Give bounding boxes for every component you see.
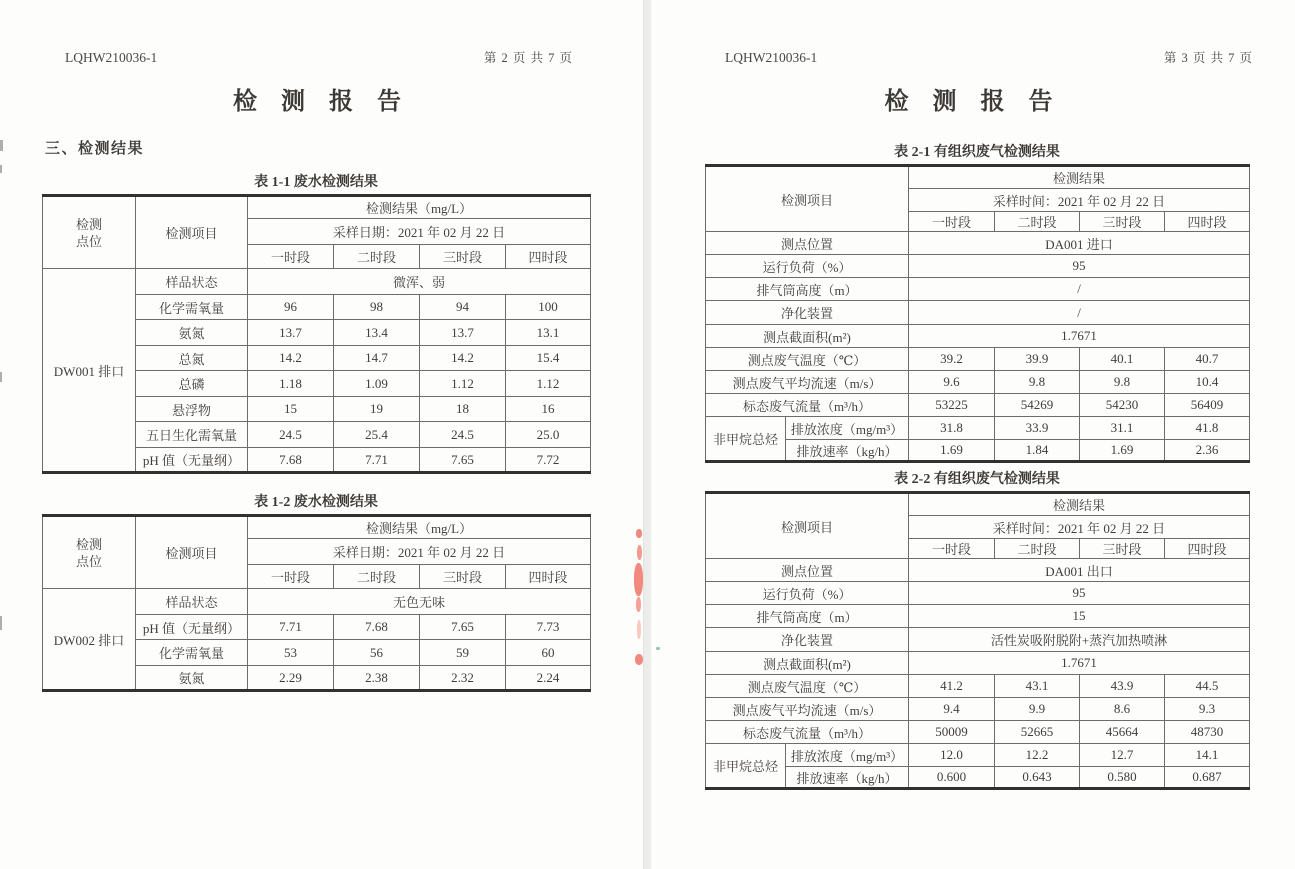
table-row (706, 559, 1250, 582)
data-cell: 100 (506, 295, 591, 320)
period-header-cell: 三时段 (1080, 539, 1165, 559)
table-row (706, 628, 1250, 652)
data-cell: 0.600 (909, 767, 995, 789)
item-cell: pH 值（无量纲） (136, 448, 248, 473)
table-1-2 (42, 514, 591, 692)
item-cell: 净化装置 (706, 628, 909, 652)
item-cell: 测点废气温度（℃） (706, 348, 909, 371)
data-cell: 0.687 (1165, 767, 1250, 789)
period-header-cell: 一时段 (909, 539, 995, 559)
table-row (706, 166, 1250, 189)
data-cell: 59 (420, 640, 506, 666)
data-cell: 10.4 (1165, 371, 1250, 394)
item-cell: 排放浓度（mg/m³） (786, 744, 909, 767)
table-row (706, 394, 1250, 417)
data-cell: DA001 出口 (909, 559, 1250, 582)
item-cell: 氨氮 (136, 320, 248, 346)
data-cell: 7.71 (248, 615, 334, 640)
red-ink-mark (635, 654, 643, 665)
data-cell: 33.9 (995, 417, 1080, 440)
data-cell: 2.38 (334, 666, 420, 691)
period-header-cell: 一时段 (248, 245, 334, 269)
data-cell: 15 (248, 397, 334, 422)
data-cell: 9.8 (995, 371, 1080, 394)
data-cell: 56409 (1165, 394, 1250, 417)
data-cell: 13.7 (420, 320, 506, 346)
item-cell: 排气筒高度（m） (706, 605, 909, 628)
data-cell: 1.12 (420, 371, 506, 397)
point-header-cell (43, 516, 136, 589)
data-cell: 8.6 (1080, 698, 1165, 721)
table-row (706, 348, 1250, 371)
table-2-1 (705, 164, 1250, 463)
data-cell: 25.0 (506, 422, 591, 448)
data-cell: 50009 (909, 721, 995, 744)
data-cell: 56 (334, 640, 420, 666)
page-number: 第 3 页 共 7 页 (1163, 51, 1253, 65)
table-row (43, 589, 591, 615)
data-cell: 2.24 (506, 666, 591, 691)
data-cell: 24.5 (420, 422, 506, 448)
data-cell: 19 (334, 397, 420, 422)
sample-date-cell: 采样日期：2021 年 02 月 22 日 (248, 539, 591, 565)
table-2-2-caption: 表 2-2 有组织废气检测结果 (894, 472, 1060, 487)
item-cell: 总氮 (136, 346, 248, 371)
point-header-line1: 检测 (75, 536, 102, 552)
data-cell: 39.9 (995, 348, 1080, 371)
table-1-2-caption: 表 1-2 废水检测结果 (254, 495, 378, 510)
data-cell: 40.7 (1165, 348, 1250, 371)
point-header-line1: 检测 (75, 216, 102, 232)
table-row (706, 698, 1250, 721)
table-row (706, 767, 1250, 789)
table-row (706, 493, 1250, 516)
item-cell: 测点废气温度（℃） (706, 675, 909, 698)
data-cell: 43.1 (995, 675, 1080, 698)
scan-artifact (0, 140, 3, 151)
sample-time-cell: 采样时间：2021 年 02 月 22 日 (909, 189, 1250, 212)
page-header (0, 0, 643, 66)
point-header-line2: 点位 (75, 233, 102, 249)
data-cell: 13.7 (248, 320, 334, 346)
report-code: LQHW210036-1 (65, 50, 158, 65)
data-cell: 16 (506, 397, 591, 422)
data-cell: 15 (909, 605, 1250, 628)
document-title: 检 测 报 告 (233, 89, 410, 115)
scan-artifact (0, 372, 2, 382)
data-cell: 40.1 (1080, 348, 1165, 371)
data-cell: 44.5 (1165, 675, 1250, 698)
data-cell: 9.6 (909, 371, 995, 394)
data-cell: 1.18 (248, 371, 334, 397)
data-cell: 1.84 (995, 440, 1080, 462)
data-cell: 98 (334, 295, 420, 320)
data-cell: 60 (506, 640, 591, 666)
table-2-1-caption: 表 2-1 有组织废气检测结果 (894, 145, 1060, 160)
data-cell: / (909, 278, 1250, 301)
period-header-cell: 一时段 (248, 565, 334, 589)
item-cell: 总磷 (136, 371, 248, 397)
data-cell: 96 (248, 295, 334, 320)
red-ink-mark (636, 597, 641, 612)
data-cell: 31.8 (909, 417, 995, 440)
point-cell: DW002 排口 (43, 589, 136, 691)
period-header-cell: 三时段 (420, 245, 506, 269)
data-cell: 微浑、弱 (248, 269, 591, 295)
data-cell: / (909, 301, 1250, 325)
group-label-cell: 非甲烷总烃 (706, 744, 786, 789)
data-cell: 45664 (1080, 721, 1165, 744)
item-cell: 测点废气平均流速（m/s） (706, 698, 909, 721)
table-row (43, 516, 591, 539)
scan-artifact (0, 165, 2, 173)
data-cell: 7.65 (420, 615, 506, 640)
result-header-cell: 检测结果 (909, 166, 1250, 189)
period-header-cell: 三时段 (1080, 212, 1165, 232)
point-header-cell (43, 196, 136, 269)
data-cell: 7.68 (334, 615, 420, 640)
data-cell: 54230 (1080, 394, 1165, 417)
data-cell: 2.29 (248, 666, 334, 691)
data-cell: 0.643 (995, 767, 1080, 789)
data-cell: 41.2 (909, 675, 995, 698)
table-row (706, 417, 1250, 440)
item-header-cell: 检测项目 (136, 196, 248, 269)
item-cell: 排放速率（kg/h） (786, 767, 909, 789)
item-cell: 测点截面积(m²) (706, 325, 909, 348)
period-header-cell: 四时段 (506, 245, 591, 269)
data-cell: 12.0 (909, 744, 995, 767)
data-cell: 7.65 (420, 448, 506, 473)
data-cell: 1.69 (909, 440, 995, 462)
item-cell: 标态废气流量（m³/h） (706, 721, 909, 744)
data-cell: 31.1 (1080, 417, 1165, 440)
period-header-cell: 四时段 (1165, 212, 1250, 232)
item-cell: 测点截面积(m²) (706, 652, 909, 675)
item-header-cell: 检测项目 (706, 493, 909, 559)
section-heading: 三、检测结果 (45, 141, 145, 157)
data-cell: 活性炭吸附脱附+蒸汽加热喷淋 (909, 628, 1250, 652)
item-cell: 测点位置 (706, 232, 909, 255)
table-row (706, 371, 1250, 394)
data-cell: DA001 进口 (909, 232, 1250, 255)
data-cell: 12.2 (995, 744, 1080, 767)
table-row (706, 255, 1250, 278)
data-cell: 15.4 (506, 346, 591, 371)
table-row (706, 721, 1250, 744)
data-cell: 1.7671 (909, 652, 1250, 675)
period-header-cell: 三时段 (420, 565, 506, 589)
item-cell: 化学需氧量 (136, 640, 248, 666)
data-cell: 14.1 (1165, 744, 1250, 767)
table-row (43, 269, 591, 295)
data-cell: 18 (420, 397, 506, 422)
period-header-cell: 四时段 (506, 565, 591, 589)
period-header-cell: 二时段 (995, 539, 1080, 559)
item-cell: 化学需氧量 (136, 295, 248, 320)
data-cell: 54269 (995, 394, 1080, 417)
table-row (706, 325, 1250, 348)
red-ink-mark (636, 529, 642, 538)
table-2-2 (705, 491, 1250, 790)
data-cell: 53 (248, 640, 334, 666)
page-number: 第 2 页 共 7 页 (483, 51, 573, 65)
table-row (706, 744, 1250, 767)
data-cell: 9.8 (1080, 371, 1165, 394)
data-cell: 12.7 (1080, 744, 1165, 767)
data-cell: 48730 (1165, 721, 1250, 744)
data-cell: 43.9 (1080, 675, 1165, 698)
group-label-cell: 非甲烷总烃 (706, 417, 786, 462)
item-cell: 运行负荷（%） (706, 582, 909, 605)
result-header-cell: 检测结果（mg/L） (248, 196, 591, 219)
sample-time-cell: 采样时间：2021 年 02 月 22 日 (909, 516, 1250, 539)
data-cell: 1.7671 (909, 325, 1250, 348)
data-cell: 9.3 (1165, 698, 1250, 721)
data-cell: 41.8 (1165, 417, 1250, 440)
item-cell: 运行负荷（%） (706, 255, 909, 278)
item-cell: 五日生化需氧量 (136, 422, 248, 448)
data-cell: 53225 (909, 394, 995, 417)
period-header-cell: 四时段 (1165, 539, 1250, 559)
table-row (706, 440, 1250, 462)
data-cell: 94 (420, 295, 506, 320)
table-row (706, 605, 1250, 628)
item-cell: 净化装置 (706, 301, 909, 325)
red-ink-mark (637, 545, 642, 560)
report-page-2 (0, 0, 643, 869)
data-cell: 0.580 (1080, 767, 1165, 789)
table-row (706, 582, 1250, 605)
period-header-cell: 一时段 (909, 212, 995, 232)
data-cell: 39.2 (909, 348, 995, 371)
period-header-cell: 二时段 (334, 565, 420, 589)
data-cell: 2.32 (420, 666, 506, 691)
item-cell: 排放浓度（mg/m³） (786, 417, 909, 440)
data-cell: 13.1 (506, 320, 591, 346)
point-cell: DW001 排口 (43, 269, 136, 473)
data-cell: 7.68 (248, 448, 334, 473)
table-1-1 (42, 194, 591, 474)
data-cell: 14.7 (334, 346, 420, 371)
data-cell: 9.9 (995, 698, 1080, 721)
table-row (706, 675, 1250, 698)
data-cell: 95 (909, 582, 1250, 605)
item-cell: 排气筒高度（m） (706, 278, 909, 301)
table-row (706, 232, 1250, 255)
data-cell: 14.2 (420, 346, 506, 371)
table-1-1-caption: 表 1-1 废水检测结果 (254, 175, 378, 190)
document-title: 检 测 报 告 (884, 89, 1062, 115)
result-header-cell: 检测结果 (909, 493, 1250, 516)
data-cell: 7.72 (506, 448, 591, 473)
data-cell: 7.71 (334, 448, 420, 473)
data-cell: 1.09 (334, 371, 420, 397)
item-header-cell: 检测项目 (136, 516, 248, 589)
data-cell: 95 (909, 255, 1250, 278)
report-code: LQHW210036-1 (725, 50, 818, 65)
item-cell: 测点位置 (706, 559, 909, 582)
data-cell: 1.12 (506, 371, 591, 397)
red-ink-mark (634, 563, 643, 596)
teal-speck (656, 647, 660, 650)
table-row (706, 278, 1250, 301)
data-cell: 52665 (995, 721, 1080, 744)
data-cell: 7.73 (506, 615, 591, 640)
item-cell: 悬浮物 (136, 397, 248, 422)
item-cell: 样品状态 (136, 269, 248, 295)
data-cell: 13.4 (334, 320, 420, 346)
item-cell: 排放速率（kg/h） (786, 440, 909, 462)
item-header-cell: 检测项目 (706, 166, 909, 232)
sample-date-cell: 采样日期：2021 年 02 月 22 日 (248, 219, 591, 245)
result-header-cell: 检测结果（mg/L） (248, 516, 591, 539)
scan-artifact (0, 616, 2, 630)
data-cell: 1.69 (1080, 440, 1165, 462)
data-cell: 2.36 (1165, 440, 1250, 462)
data-cell: 14.2 (248, 346, 334, 371)
data-cell: 24.5 (248, 422, 334, 448)
table-row (43, 196, 591, 219)
point-header-line2: 点位 (75, 553, 102, 569)
item-cell: 氨氮 (136, 666, 248, 691)
table-row (706, 301, 1250, 325)
period-header-cell: 二时段 (995, 212, 1080, 232)
item-cell: 标态废气流量（m³/h） (706, 394, 909, 417)
data-cell: 无色无味 (248, 589, 591, 615)
table-row (706, 652, 1250, 675)
red-ink-mark (637, 620, 641, 639)
data-cell: 9.4 (909, 698, 995, 721)
page-header (651, 0, 1295, 66)
item-cell: 样品状态 (136, 589, 248, 615)
item-cell: pH 值（无量纲） (136, 615, 248, 640)
period-header-cell: 二时段 (334, 245, 420, 269)
report-page-3 (651, 0, 1295, 869)
data-cell: 25.4 (334, 422, 420, 448)
item-cell: 测点废气平均流速（m/s） (706, 371, 909, 394)
